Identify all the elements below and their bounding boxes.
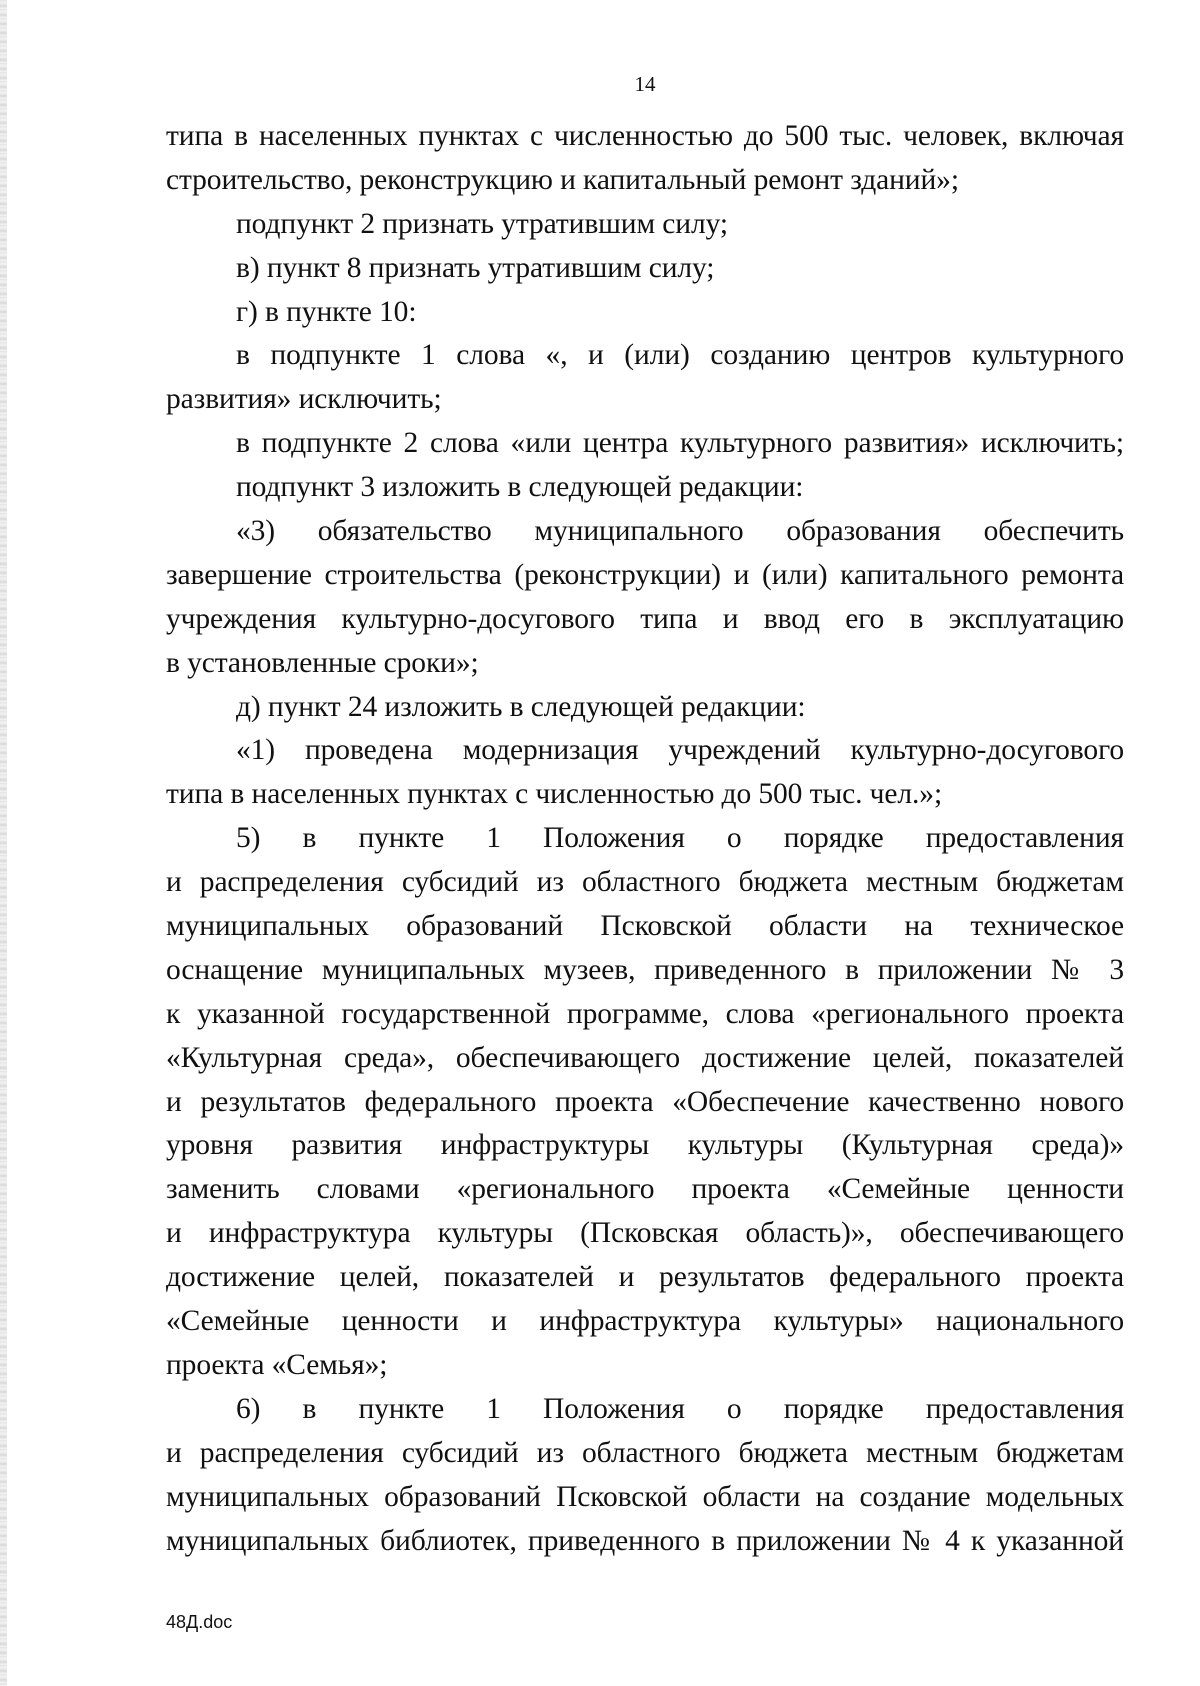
text-line: проекта «Семья»;: [166, 1348, 388, 1381]
scan-edge: [0, 0, 7, 1686]
text-line: в подпункте 2 слова «или центра культурного развития» исключить;: [236, 427, 1124, 460]
text-line: оснащение муниципальных музеев, приведенного в приложении № 3: [166, 953, 1124, 986]
text-line: завершение строительства (реконструкции) и (или) капитального ремонта: [166, 558, 1124, 591]
text-line: типа в населенных пунктах с численностью до 500 тыс. чел.»;: [166, 778, 943, 811]
text-line: муниципальных библиотек, приведенного в приложении № 4 к указанной: [166, 1524, 1124, 1557]
text-line: и результатов федерального проекта «Обеспечение качественно нового: [166, 1085, 1124, 1118]
text-line: достижение целей, показателей и результатов федерального проекта: [166, 1261, 1124, 1294]
text-line: уровня развития инфраструктуры культуры (Культурная среда)»: [166, 1129, 1124, 1162]
text-line: строительство, реконструкцию и капитальный ремонт зданий»;: [166, 163, 959, 196]
page-number: 14: [634, 72, 656, 96]
text-line: г) в пункте 10:: [236, 295, 417, 328]
text-line: учреждения культурно-досугового типа и ввод его в эксплуатацию: [166, 602, 1124, 635]
text-line: д) пункт 24 изложить в следующей редакции:: [236, 690, 806, 723]
text-line: в подпункте 1 слова «, и (или) созданию центров культурного: [236, 339, 1124, 372]
text-line: заменить словами «регионального проекта «Семейные ценности: [166, 1173, 1124, 1206]
text-line: в) пункт 8 признать утратившим силу;: [236, 251, 715, 284]
text-line: «3) обязательство муниципального образования обеспечить: [236, 515, 1124, 548]
text-line: подпункт 3 изложить в следующей редакции:: [236, 471, 804, 504]
text-line: «Культурная среда», обеспечивающего достижение целей, показателей: [166, 1041, 1124, 1074]
document-body: [166, 115, 1124, 1563]
text-line: в установленные сроки»;: [166, 646, 479, 679]
text-line: типа в населенных пунктах с численностью до 500 тыс. человек, включая: [166, 120, 1124, 152]
text-line: и распределения субсидий из областного бюджета местным бюджетам: [166, 1436, 1124, 1469]
text-line: муниципальных образований Псковской области на создание модельных: [166, 1480, 1124, 1513]
footer-filename: 48Д.doc: [166, 1612, 233, 1632]
text-line: к указанной государственной программе, слова «регионального проекта: [166, 997, 1124, 1030]
text-line: развития» исключить;: [166, 383, 442, 416]
text-line: и инфраструктура культуры (Псковская область)», обеспечивающего: [166, 1217, 1124, 1250]
text-line: «Семейные ценности и инфраструктура культуры» национального: [166, 1305, 1124, 1338]
text-line: 6) в пункте 1 Положения о порядке предоставления: [236, 1392, 1124, 1425]
text-line: подпункт 2 признать утратившим силу;: [236, 207, 728, 240]
text-line: и распределения субсидий из областного бюджета местным бюджетам: [166, 866, 1124, 899]
text-line: 5) в пункте 1 Положения о порядке предоставления: [236, 822, 1124, 855]
text-line: «1) проведена модернизация учреждений культурно-досугового: [236, 734, 1124, 767]
text-line: муниципальных образований Псковской области на техническое: [166, 910, 1124, 943]
